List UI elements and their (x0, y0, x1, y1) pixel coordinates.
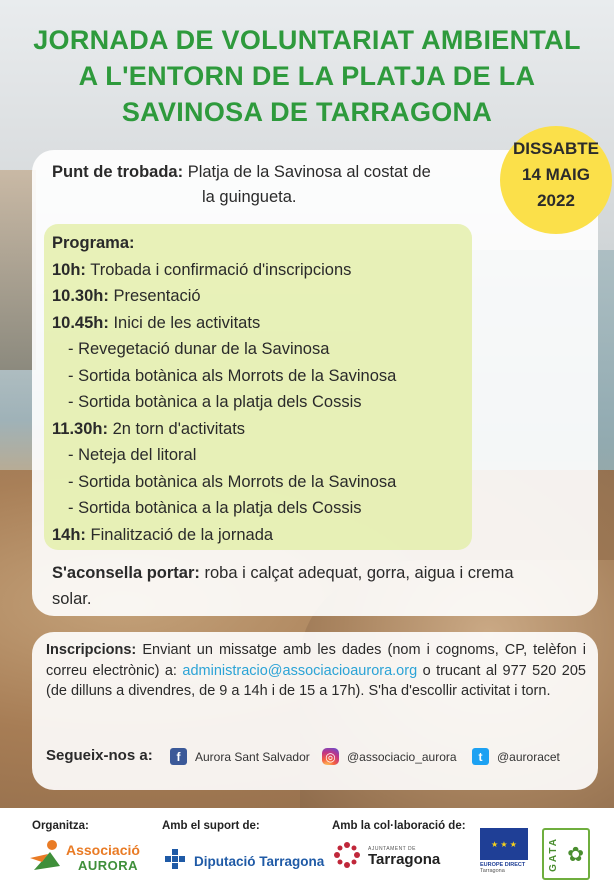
badge-year: 2022 (537, 191, 575, 210)
eu-flag-icon: ★ ★ ★ (480, 828, 528, 860)
meeting-text-1: Platja de la Savinosa al costat de (187, 163, 431, 181)
aurora-name-2: AURORA (78, 858, 139, 873)
advice-text-2: solar. (52, 590, 92, 608)
program-heading: Programa: (52, 234, 135, 252)
facebook-link[interactable] (170, 748, 310, 765)
twitter-link[interactable] (472, 748, 560, 765)
inscriptions (46, 640, 586, 702)
europe-direct-city: Tarragona (480, 868, 505, 874)
facebook-handle: Aurora Sant Salvador (195, 749, 310, 764)
social-links (46, 746, 596, 770)
title-line-2: A L'ENTORN DE LA PLATJA DE LA (78, 61, 536, 91)
inscriptions-text-b: o trucant al 977 520 205 (de dilluns a divendres, de 9 a 14h i de 15 a 17h). S'ha d'escollir activitat i torn. (46, 662, 586, 699)
meeting-text-2: la guingueta. (202, 188, 297, 206)
aurora-logo-mark (28, 836, 68, 876)
collaboracio-label: Amb la col·laboració de: (332, 820, 466, 832)
program-subitem: - Sortida botànica a la platja dels Cossis (68, 499, 362, 517)
meeting-label: Punt de trobada: (52, 163, 184, 181)
suport-label: Amb el suport de: (162, 820, 260, 832)
twitter-icon: t (472, 748, 489, 765)
gata-logo (542, 828, 590, 880)
diputacio-name: Diputació Tarragona (194, 854, 325, 869)
advice-label: S'aconsella portar: (52, 564, 200, 582)
program-subitem: - Sortida botànica a la platja dels Cossis (68, 393, 362, 411)
tarragona-name: Tarragona (368, 851, 441, 868)
europe-direct-label: EUROPE DIRECT (480, 862, 526, 868)
advice-text-1: roba i calçat adequat, gorra, aigua i crema (204, 564, 514, 582)
program-item: 11.30h: 2n torn d'activitats (52, 419, 246, 438)
tarragona-mark (332, 840, 362, 870)
poster-title (0, 22, 614, 130)
flower-icon: ✿ (567, 843, 584, 866)
instagram-icon: ◎ (322, 748, 339, 765)
program-item: 14h: Finalització de la jornada (52, 525, 274, 544)
advice (52, 560, 572, 612)
badge-day: DISSABTE (513, 139, 599, 158)
program-item: 10h: Trobada i confirmació d'inscripcions (52, 260, 352, 279)
aurora-name-1: Associació (66, 842, 140, 858)
inscriptions-text-a: Enviant un missatge amb les dades (nom i cognoms, CP, telèfon i correu electrònic) a: (46, 642, 587, 679)
program-subitem: - Neteja del litoral (68, 446, 197, 464)
organitza-label: Organitza: (32, 820, 89, 832)
tarragona-logo (332, 840, 462, 880)
inscriptions-label: Inscripcions: (46, 642, 137, 658)
title-line-1: JORNADA DE VOLUNTARIAT AMBIENTAL (33, 25, 581, 55)
gata-name: GATA (548, 836, 559, 872)
badge-date: 14 MAIG (521, 165, 591, 184)
title-line-3: SAVINOSA DE TARRAGONA (121, 97, 493, 127)
instagram-handle: @associacio_aurora (347, 749, 457, 764)
program-subitem: - Sortida botànica als Morrots de la Savinosa (68, 366, 397, 385)
diputacio-mark (162, 848, 188, 874)
twitter-handle: @auroracet (497, 749, 560, 764)
diputacio-logo (162, 848, 332, 878)
aurora-logo (28, 836, 148, 876)
social-label: Segueix-nos a: (46, 747, 153, 764)
program-subitem: - Sortida botànica als Morrots de la Savinosa (68, 472, 397, 491)
email-link[interactable]: administracio@associacioaurora.org (182, 662, 418, 679)
europe-direct-logo (480, 828, 530, 884)
meeting-point (52, 160, 492, 210)
program-subitem: - Revegetació dunar de la Savinosa (68, 340, 330, 358)
cliff-buildings (0, 170, 36, 370)
date-badge (500, 126, 612, 234)
facebook-icon: f (170, 748, 187, 765)
instagram-link[interactable] (322, 748, 457, 765)
program-item: 10.30h: Presentació (52, 287, 201, 305)
ajuntament-label: AJUNTAMENT DE (368, 846, 416, 852)
program-list (52, 230, 492, 548)
program-item: 10.45h: Inici de les activitats (52, 313, 261, 332)
